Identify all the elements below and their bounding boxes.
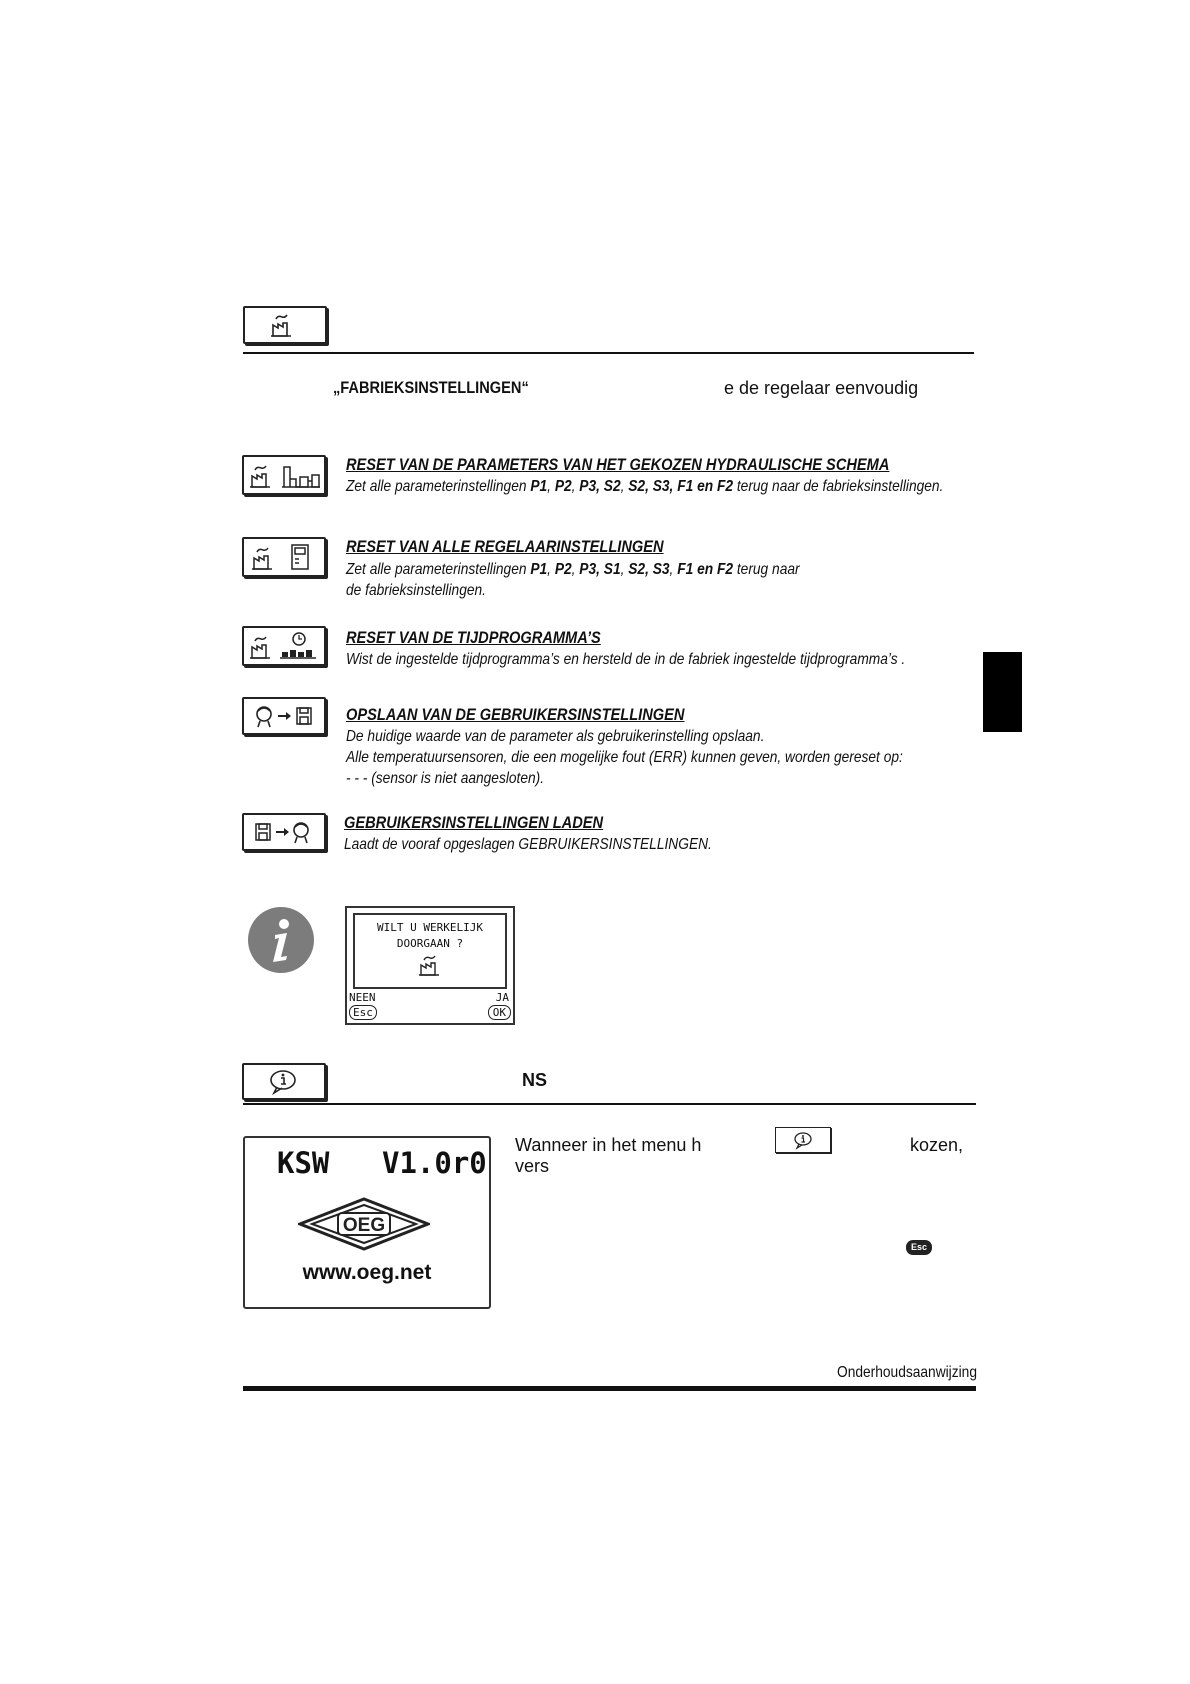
version-number: V1.0r0 <box>382 1146 487 1180</box>
confirm-dialog-line1: WILT U WERKELIJK <box>377 921 483 934</box>
logo-text: OEG <box>342 1215 386 1236</box>
dialog-no-label: NEEN <box>349 991 376 1004</box>
section1-divider <box>243 352 974 354</box>
dialog-esc-key[interactable]: Esc <box>349 1005 377 1020</box>
esc-key-icon[interactable]: Esc <box>906 1240 932 1255</box>
confirm-dialog-screen <box>345 906 515 1025</box>
intro-text: e de regelaar eenvoudig <box>724 378 919 398</box>
factory-icon <box>250 466 270 487</box>
item4-text-line2: Alle temperatuursensoren, die een mogelijke fout (ERR) kunnen geven, worden gereset op: <box>346 749 903 766</box>
section2-divider <box>243 1103 976 1105</box>
save-user-settings-icon <box>242 697 326 735</box>
item3-text: Wist de ingestelde tijdprogramma’s en hersteld de in de fabriek ingestelde tijdprogramma’s . <box>346 651 906 668</box>
item2-text-line1: Zet alle parameterinstellingen P1, P2, P3, S1, S2, S3, F1 en F2 terug naar <box>346 561 800 578</box>
reset-time-programs-icon <box>242 626 326 666</box>
arrow-right-icon <box>278 712 291 720</box>
section2-text-part2: kozen, <box>910 1135 964 1155</box>
user-icon <box>257 707 271 727</box>
item4-text-line3: - - - (sensor is niet aangesloten). <box>346 770 545 787</box>
reset-hydraulic-schema-icon <box>242 455 326 495</box>
version-product: KSW <box>277 1146 330 1180</box>
item2-text-line2: de fabrieksinstellingen. <box>346 582 486 599</box>
item4-text-line1: De huidige waarde van de parameter als gebruikerinstelling opslaan. <box>346 728 765 745</box>
floppy-disk-icon <box>256 824 270 840</box>
footer-label: Onderhoudsaanwijzing <box>837 1364 977 1381</box>
info-icon <box>248 907 314 973</box>
factory-settings-header-icon <box>243 306 327 344</box>
info-menu-inline-icon <box>775 1127 831 1153</box>
section2-text-line2: vers <box>515 1156 550 1176</box>
reset-all-controller-settings-icon <box>242 537 326 577</box>
section2-text-part1: Wanneer in het menu h <box>515 1135 702 1155</box>
factory-icon <box>250 637 270 658</box>
item3-title: RESET VAN DE TIJDPROGRAMMA’S <box>346 628 601 647</box>
clock-program-icon <box>280 633 316 658</box>
chapter-tab <box>983 652 1022 732</box>
item5-title: GEBRUIKERSINSTELLINGEN LADEN <box>344 813 604 832</box>
arrow-right-icon <box>276 828 289 836</box>
item5-text: Laadt de vooraf opgeslagen GEBRUIKERSINSTELLINGEN. <box>344 836 712 853</box>
version-url: www.oeg.net <box>302 1261 432 1284</box>
item4-title: OPSLAAN VAN DE GEBRUIKERSINSTELLINGEN <box>346 705 685 724</box>
item1-text: Zet alle parameterinstellingen P1, P2, P3, S2, S2, S3, F1 en F2 terug naar de fabrieksinstellingen. <box>346 478 944 495</box>
info-section-header-icon <box>242 1063 326 1100</box>
item1-title: RESET VAN DE PARAMETERS VAN HET GEKOZEN HYDRAULISCHE SCHEMA <box>346 455 890 474</box>
hydraulic-schema-icon <box>282 467 320 487</box>
floppy-disk-icon <box>297 708 311 724</box>
confirm-dialog-line2: DOORGAAN ? <box>396 937 464 950</box>
factory-icon <box>245 308 325 342</box>
version-screen <box>243 1136 491 1309</box>
item2-title: RESET VAN ALLE REGELAARINSTELLINGEN <box>346 537 664 556</box>
section2-heading: NS <box>522 1070 548 1090</box>
user-icon <box>294 823 308 843</box>
footer-rule <box>243 1386 976 1391</box>
dialog-ok-key[interactable]: OK <box>488 1005 511 1020</box>
info-speech-icon <box>244 1065 324 1098</box>
dialog-yes-label: JA <box>495 991 509 1004</box>
factory-icon <box>252 548 272 569</box>
controller-icon <box>292 545 308 569</box>
oeg-logo <box>298 1197 430 1251</box>
load-user-settings-icon <box>242 813 326 851</box>
factory-icon <box>415 953 445 979</box>
intro-keyword: „FABRIEKSINSTELLINGEN“ <box>333 378 529 397</box>
